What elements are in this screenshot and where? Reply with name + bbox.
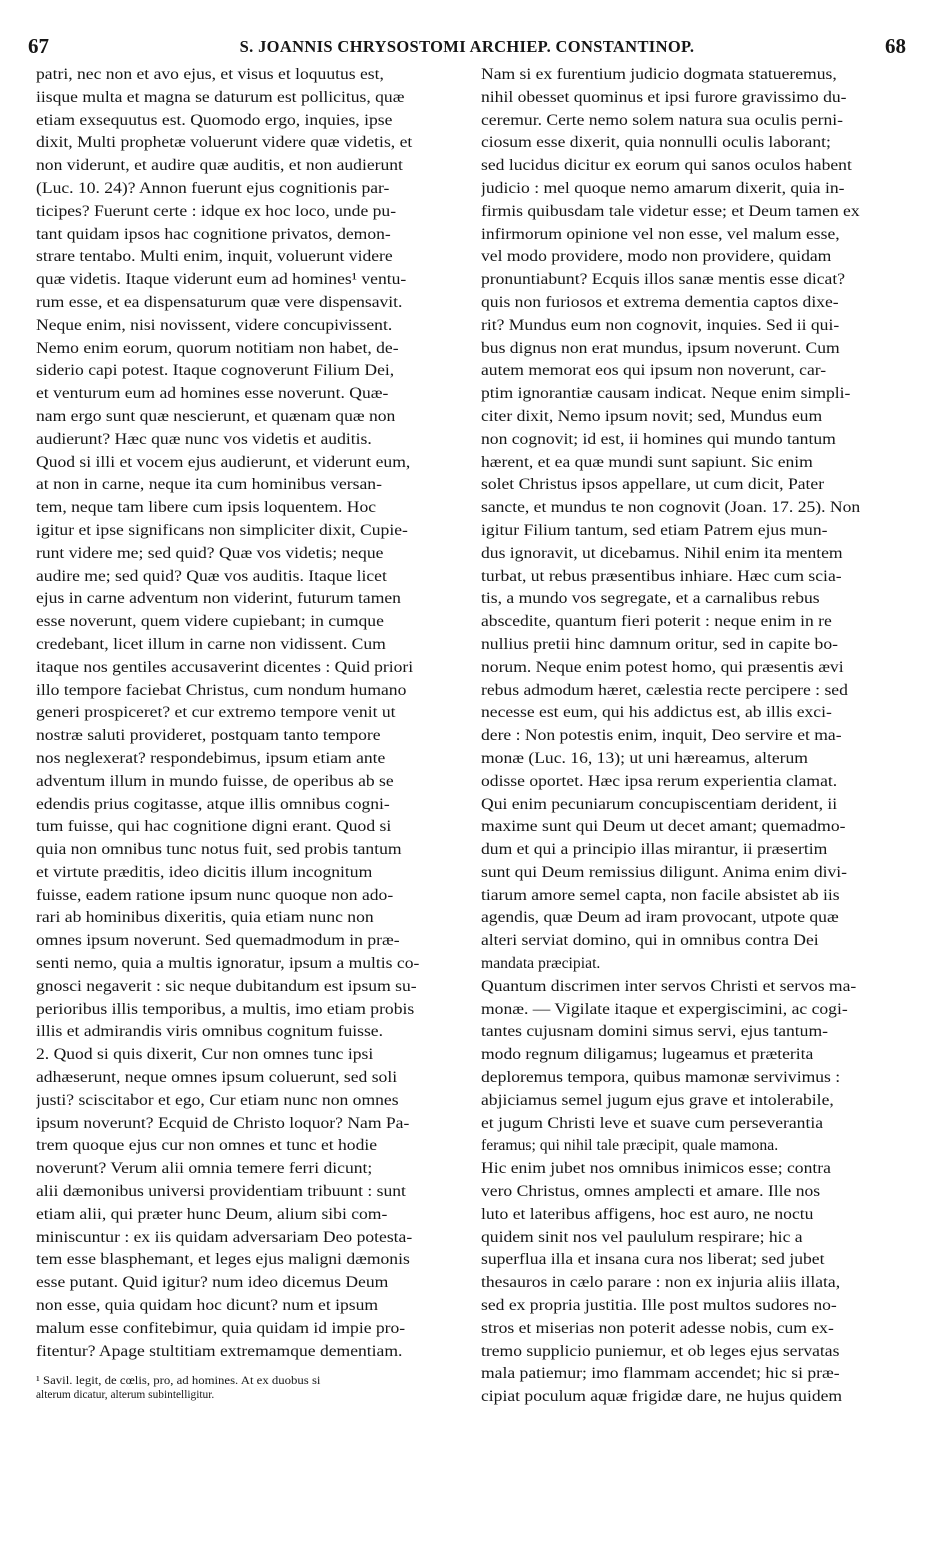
text-line bbox=[481, 999, 909, 1022]
text-line bbox=[36, 999, 464, 1022]
text-line bbox=[481, 1090, 909, 1113]
text-line-text: tant quidam ipsos hac cognitione privatos, demon- bbox=[36, 225, 391, 243]
text-line bbox=[481, 1044, 909, 1067]
text-line-text: dum et qui a principio illas mirantur, ii præsertim bbox=[481, 841, 828, 859]
text-line bbox=[481, 1135, 909, 1158]
text-line-text: iisque multa et magna se daturum est pollicitus, quæ bbox=[36, 88, 405, 106]
text-line-text: norum. Neque enim potest homo, qui præsentis ævi bbox=[481, 658, 844, 676]
text-line-text: etiam alii, qui præter hunc Deum, alium sibi com- bbox=[36, 1205, 388, 1223]
text-line bbox=[481, 1249, 909, 1272]
text-line bbox=[36, 224, 464, 247]
text-line-text: ciosum esse dixerit, quia nonnulli oculis laborant; bbox=[481, 134, 831, 152]
text-line bbox=[36, 155, 464, 178]
text-line bbox=[481, 657, 909, 680]
text-line-text: citer dixit, Nemo ipsum novit; sed, Mundus eum bbox=[481, 407, 823, 425]
running-head: S. JOANNIS CHRYSOSTOMI ARCHIEP. CONSTANTINOP. bbox=[239, 37, 695, 56]
text-line bbox=[481, 680, 909, 703]
text-line-text: et virtute præditis, ideo dicitis illum incognitum bbox=[36, 863, 373, 881]
text-line-text: ticipes? Fuerunt certe : idque ex hoc loco, unde pu- bbox=[36, 202, 397, 220]
text-line bbox=[481, 930, 909, 953]
text-line-text: non cognovit; id est, ii homines qui mundo tantum bbox=[481, 430, 836, 448]
text-line bbox=[36, 474, 464, 497]
text-line-text: justi? sciscitabor et ego, Cur etiam nunc non omnes bbox=[36, 1091, 399, 1109]
text-line-text: necesse est eum, qui his addictus est, ab illis exci- bbox=[481, 704, 832, 722]
text-line bbox=[481, 383, 909, 406]
text-line bbox=[481, 611, 909, 634]
text-line bbox=[36, 1295, 464, 1318]
text-line-text: rit? Mundus eum non cognovit, inquies. Sed ii qui- bbox=[481, 316, 840, 334]
text-line bbox=[36, 87, 464, 110]
text-line-text: judicio : mel quoque nemo amarum dixerit, quia in- bbox=[481, 179, 845, 197]
text-line bbox=[481, 155, 909, 178]
text-line bbox=[481, 1067, 909, 1090]
text-line bbox=[481, 566, 909, 589]
text-line-text: igitur Filium tantum, sed etiam Patrem ejus mun- bbox=[481, 521, 828, 539]
text-line bbox=[481, 953, 909, 976]
text-line-text: turbat, ut rebus præsentibus inhiare. Hæc cum scia- bbox=[481, 567, 842, 585]
text-line bbox=[36, 1318, 464, 1341]
text-line-text: nostræ saluti provideret, postquam tanto tempore bbox=[36, 727, 381, 745]
text-line-text: fitentur? Apage stultitiam extremamque dementiam. bbox=[36, 1342, 403, 1360]
text-line-text: cipiat poculum aquæ frigidæ dare, ne hujus quidem bbox=[481, 1388, 843, 1406]
text-line-text: thesauros in cælo parare : non ex injuria aliis illata, bbox=[481, 1274, 841, 1292]
text-line-text: infirmorum opinione vel non esse, vel malum esse, bbox=[481, 225, 840, 243]
text-line bbox=[481, 794, 909, 817]
left-column bbox=[36, 64, 464, 1544]
text-line-text: mala patiemur; imo flammam accendet; hic si præ- bbox=[481, 1365, 840, 1383]
text-line-text: sunt qui Deum remissius diligunt. Anima enim divi- bbox=[481, 863, 848, 881]
text-line-text: fuisse, eadem ratione ipsum nunc quoque non ado- bbox=[36, 886, 394, 904]
text-line-text: at non in carne, neque ita cum hominibus versan- bbox=[36, 476, 382, 494]
text-line-text: adhæserunt, neque omnes ipsum coluerunt, sed soli bbox=[36, 1069, 398, 1087]
text-line bbox=[36, 269, 464, 292]
text-line bbox=[36, 588, 464, 611]
text-line-text: alii dæmonibus universi providentiam tribuunt : sunt bbox=[36, 1183, 406, 1201]
text-line-text: audierunt? Hæc quæ nunc vos videtis et auditis. bbox=[36, 430, 372, 448]
text-line-text: nos neglexerat? respondebimus, ipsum etiam ante bbox=[36, 749, 386, 767]
text-line-text: superflua illa et insana cura nos liberat; sed jubet bbox=[481, 1251, 825, 1269]
text-line-text: illo tempore faciebat Christus, cum nondum humano bbox=[36, 681, 407, 699]
text-line-text: perioribus illis temporibus, a multis, imo etiam probis bbox=[36, 1000, 415, 1018]
text-line-text: 2. Quod si quis dixerit, Cur non omnes tunc ipsi bbox=[36, 1046, 374, 1064]
text-line-text: feramus; qui nihil tale præcipit, quale mamona. bbox=[481, 1137, 779, 1155]
text-line bbox=[481, 87, 909, 110]
text-line-text: audire me; sed quid? Quæ vos auditis. Itaque licet bbox=[36, 567, 387, 585]
text-line-text: modo regnum diligamus; lugeamus et præterita bbox=[481, 1046, 814, 1064]
page-number-right: 68 bbox=[885, 34, 906, 58]
text-line-text: pronuntiabunt? Ecquis illos sanæ mentis esse dicat? bbox=[481, 271, 846, 289]
text-line-text: agendis, quæ Deum ad iram provocant, utpote quæ bbox=[481, 909, 839, 927]
text-line bbox=[481, 64, 909, 87]
text-line-text: nullius pretii hinc damnum oritur, sed in capite bo- bbox=[481, 635, 838, 653]
text-line-text: nam ergo sunt quæ nescierunt, et quænam quæ non bbox=[36, 407, 396, 425]
text-line-text: mandata præcipiat. bbox=[481, 955, 601, 973]
text-line-text: sed lucidus dicitur ex eorum qui sanos oculos habent bbox=[481, 157, 852, 175]
text-line-text: esse putant. Quid igitur? num ideo dicemus Deum bbox=[36, 1274, 389, 1292]
text-line bbox=[481, 1021, 909, 1044]
text-line bbox=[481, 1272, 909, 1295]
text-line bbox=[481, 520, 909, 543]
footnote-line-text: ¹ Savil. legit, de cœlis, pro, ad homines. At ex duobus si bbox=[36, 1375, 321, 1388]
text-line bbox=[481, 1113, 909, 1136]
text-line bbox=[36, 543, 464, 566]
text-line bbox=[481, 132, 909, 155]
text-line-text: noverunt? Verum alii omnia temere ferri dicunt; bbox=[36, 1160, 373, 1178]
right-column bbox=[481, 64, 909, 1544]
text-line-text: esse noverunt, quem videre cupiebant; in cumque bbox=[36, 613, 384, 631]
text-line bbox=[36, 976, 464, 999]
text-line bbox=[36, 1249, 464, 1272]
text-line bbox=[36, 702, 464, 725]
text-line-text: autem memorat eos qui ipsum non noverunt, car- bbox=[481, 362, 827, 380]
text-line-text: ptim ignorantiæ causam indicat. Neque enim simpli- bbox=[481, 385, 851, 403]
text-line-text: strare tentabo. Multi enim, inquit, voluerunt videre bbox=[36, 248, 393, 266]
text-line bbox=[36, 1021, 464, 1044]
text-line-text: adventum illum in mundo fuisse, de operibus ab se bbox=[36, 772, 394, 790]
text-line bbox=[481, 1318, 909, 1341]
text-line-text: Hic enim jubet nos omnibus inimicos esse; contra bbox=[481, 1160, 831, 1178]
text-line bbox=[36, 839, 464, 862]
text-line-text: patri, nec non et avo ejus, et visus et loquutus est, bbox=[36, 66, 384, 83]
text-line-text: quis non furiosos et extrema dementia captos dixe- bbox=[481, 293, 839, 311]
text-line bbox=[36, 110, 464, 133]
text-line bbox=[36, 315, 464, 338]
text-line-text: solet Christus ipsos appellare, ut cum dicit, Pater bbox=[481, 476, 825, 494]
text-line-text: monæ. — Vigilate itaque et expergiscimini, ac cogi- bbox=[481, 1000, 848, 1018]
text-line bbox=[481, 474, 909, 497]
text-line bbox=[36, 178, 464, 201]
text-line bbox=[481, 588, 909, 611]
text-line bbox=[36, 566, 464, 589]
text-line-text: luto et lateribus affigens, hoc est auro, ne noctu bbox=[481, 1205, 814, 1223]
text-line bbox=[36, 748, 464, 771]
text-line bbox=[36, 406, 464, 429]
text-line bbox=[481, 1204, 909, 1227]
text-line bbox=[481, 634, 909, 657]
text-line bbox=[481, 497, 909, 520]
text-line-text: vel modo providere, modo non providere, quidam bbox=[481, 248, 832, 266]
text-line bbox=[36, 611, 464, 634]
text-line-text: generi prospiceret? et cur extremo tempore venit ut bbox=[36, 704, 396, 722]
text-line bbox=[36, 132, 464, 155]
text-line bbox=[481, 178, 909, 201]
text-line-text: sancte, et mundus te non cognovit (Joan. 17. 25). Non bbox=[481, 499, 861, 517]
text-line-text: tantes cujusnam domini simus servi, ejus tantum- bbox=[481, 1023, 828, 1041]
page-number-left: 67 bbox=[28, 34, 49, 58]
text-line bbox=[36, 816, 464, 839]
text-line-text: abjiciamus semel jugum ejus grave et intolerabile, bbox=[481, 1091, 834, 1109]
text-line bbox=[36, 1044, 464, 1067]
text-line bbox=[481, 315, 909, 338]
text-line-text: tem esse blasphemant, et leges ejus maligni dæmonis bbox=[36, 1251, 410, 1269]
text-line bbox=[481, 201, 909, 224]
footnote-line bbox=[36, 1389, 464, 1402]
text-line bbox=[36, 64, 464, 87]
text-line-text: Qui enim pecuniarum concupiscentiam derident, ii bbox=[481, 795, 838, 813]
text-line bbox=[36, 657, 464, 680]
text-line bbox=[481, 748, 909, 771]
text-line bbox=[481, 1158, 909, 1181]
text-line bbox=[481, 1227, 909, 1250]
text-line-text: igitur et ipse significans non simpliciter dixit, Cupie- bbox=[36, 521, 408, 539]
text-line bbox=[36, 292, 464, 315]
text-line bbox=[36, 907, 464, 930]
text-line-text: abscedite, quantum fieri poterit : neque enim in re bbox=[481, 613, 832, 631]
text-line bbox=[481, 429, 909, 452]
text-line bbox=[481, 862, 909, 885]
text-line-text: hærent, et ea quæ mundi sunt sapiunt. Sic enim bbox=[481, 453, 813, 471]
text-line-text: edendis prius cogitasse, atque illis omnibus cogni- bbox=[36, 795, 390, 813]
text-line bbox=[36, 1272, 464, 1295]
text-line-text: bus dignus non erat mundus, ipsum noverunt. Cum bbox=[481, 339, 840, 357]
text-line-text: etiam exsequutus est. Quomodo ergo, inquies, ipse bbox=[36, 111, 393, 129]
text-line bbox=[36, 862, 464, 885]
text-line-text: stros et miserias non poterit adesse nobis, cum ex- bbox=[481, 1319, 834, 1337]
text-line bbox=[36, 634, 464, 657]
text-line-text: non esse, quia quidam hoc dicunt? num et ipsum bbox=[36, 1297, 379, 1315]
text-line bbox=[36, 246, 464, 269]
text-line-text: Nemo enim eorum, quorum notitiam non habet, de- bbox=[36, 339, 399, 357]
text-line-text: dus ignoravit, ut dicebamus. Nihil enim ita mentem bbox=[481, 544, 843, 562]
text-line bbox=[481, 1363, 909, 1386]
text-line-text: maxime sunt qui Deum ut decet amant; quemadmo- bbox=[481, 818, 846, 836]
text-line-text: quæ videtis. Itaque viderunt eum ad homines¹ ventu- bbox=[36, 271, 407, 289]
text-line-text: ejus in carne adventum non viderint, futurum tamen bbox=[36, 590, 401, 608]
text-line-text: tiarum amore semel capta, non facile absistet ab iis bbox=[481, 886, 840, 904]
text-line bbox=[36, 1113, 464, 1136]
text-line-text: malum esse confitebimur, quia quidam id impie pro- bbox=[36, 1319, 406, 1337]
text-line bbox=[481, 452, 909, 475]
text-line bbox=[481, 406, 909, 429]
text-line bbox=[481, 1181, 909, 1204]
text-line-text: deploremus tempora, quibus mamonæ servivimus : bbox=[481, 1069, 841, 1087]
text-line bbox=[36, 201, 464, 224]
text-line bbox=[481, 1295, 909, 1318]
text-line bbox=[36, 725, 464, 748]
text-line-text: omnes ipsum noverunt. Sed quemadmodum in præ- bbox=[36, 932, 400, 950]
text-line-text: senti nemo, quia a multis ignoratur, ipsum a multis co- bbox=[36, 955, 420, 973]
text-line-text: dixit, Multi prophetæ voluerunt videre quæ videtis, et bbox=[36, 134, 413, 152]
text-line bbox=[36, 1341, 464, 1364]
text-line bbox=[481, 702, 909, 725]
text-line bbox=[481, 292, 909, 315]
text-line-text: et venturum eum ad homines esse noverunt. Quæ- bbox=[36, 385, 389, 403]
footnote-line-text: alterum dicatur, alterum subintelligitur. bbox=[36, 1388, 215, 1401]
text-line bbox=[36, 452, 464, 475]
text-line-text: itaque nos gentiles accusaverint dicentes : Quid priori bbox=[36, 658, 414, 676]
text-line-text: gnosci negaverit : sic neque dubitandum est ipsum su- bbox=[36, 977, 417, 995]
text-line bbox=[481, 907, 909, 930]
text-line bbox=[481, 976, 909, 999]
text-line bbox=[481, 816, 909, 839]
text-line bbox=[36, 885, 464, 908]
text-line-text: odisse oportet. Hæc ipsa rerum experientia clamat. bbox=[481, 772, 838, 790]
text-line bbox=[36, 1067, 464, 1090]
text-line bbox=[36, 1135, 464, 1158]
text-line-text: runt videre me; sed quid? Quæ vos videtis; neque bbox=[36, 544, 384, 562]
text-line bbox=[36, 680, 464, 703]
text-line bbox=[36, 383, 464, 406]
text-line-text: firmis quibusdam tale videtur esse; et Deum tamen ex bbox=[481, 202, 860, 220]
text-line-text: siderio capi potest. Itaque cognoverunt Filium Dei, bbox=[36, 362, 395, 380]
text-line bbox=[481, 224, 909, 247]
text-line-text: Quod si illi et vocem ejus audierunt, et viderunt eum, bbox=[36, 453, 411, 471]
text-line bbox=[36, 360, 464, 383]
text-line bbox=[481, 1386, 909, 1409]
text-line-text: monæ (Luc. 16, 13); ut uni hæreamus, alterum bbox=[481, 749, 808, 767]
text-line-text: credebant, licet illum in carne non vidissent. Cum bbox=[36, 635, 386, 653]
text-line-text: tremo supplicio puniemur, et ob leges ejus servatas bbox=[481, 1342, 840, 1360]
text-line-text: ceremur. Certe nemo solem natura sua oculis perni- bbox=[481, 111, 844, 129]
text-line-text: sed ex propria justitia. Ille post multos sudores no- bbox=[481, 1297, 837, 1315]
footnote-line bbox=[36, 1375, 464, 1388]
text-line bbox=[481, 110, 909, 133]
text-line-text: dere : Non potestis enim, inquit, Deo servire et ma- bbox=[481, 727, 842, 745]
text-line bbox=[36, 1227, 464, 1250]
text-line bbox=[36, 1181, 464, 1204]
page-header bbox=[28, 34, 906, 64]
text-line bbox=[481, 360, 909, 383]
text-line bbox=[36, 794, 464, 817]
text-line-text: rum esse, et ea dispensaturum quæ vere dispensavit. bbox=[36, 293, 403, 311]
text-line-text: quidem sinit nos vel paululum respirare; hic a bbox=[481, 1228, 803, 1246]
text-line-text: Nam si ex furentium judicio dogmata statueremus, bbox=[481, 66, 837, 83]
text-line-text: tem, neque tam libere cum ipsis loquentem. Hoc bbox=[36, 499, 377, 517]
text-line bbox=[481, 771, 909, 794]
text-line-text: et jugum Christi leve et suave cum perseverantia bbox=[481, 1114, 824, 1132]
text-line-text: nihil obesset quominus et ipsi furore gravissimo du- bbox=[481, 88, 847, 106]
text-line-text: illis et admirandis viris omnibus cognitum fuisse. bbox=[36, 1023, 383, 1041]
text-line bbox=[36, 1090, 464, 1113]
text-line-text: miniscuntur : ex iis quidam adversariam Deo potesta- bbox=[36, 1228, 413, 1246]
text-line bbox=[36, 953, 464, 976]
text-line-text: vero Christus, omnes amplecti et amare. Ille nos bbox=[481, 1183, 821, 1201]
text-line-text: Neque enim, nisi novissent, videre concupivissent. bbox=[36, 316, 393, 334]
text-line bbox=[36, 771, 464, 794]
text-line-text: non viderunt, et audire quæ auditis, et non audierunt bbox=[36, 157, 403, 175]
text-line bbox=[481, 269, 909, 292]
text-line bbox=[36, 429, 464, 452]
text-line bbox=[36, 497, 464, 520]
text-line bbox=[481, 338, 909, 361]
text-line-text: (Luc. 10. 24)? Annon fuerunt ejus cognitionis par- bbox=[36, 179, 390, 197]
text-line bbox=[481, 885, 909, 908]
text-line-text: trem quoque ejus cur non omnes et tunc et hodie bbox=[36, 1137, 378, 1155]
text-line bbox=[36, 930, 464, 953]
text-line bbox=[36, 338, 464, 361]
text-line-text: alteri serviat domino, qui in omnibus contra Dei bbox=[481, 932, 819, 950]
text-line-text: tis, a mundo vos segregate, et a carnalibus rebus bbox=[481, 590, 820, 608]
text-line-text: ipsum noverunt? Ecquid de Christo loquor? Nam Pa- bbox=[36, 1114, 410, 1132]
text-line bbox=[481, 246, 909, 269]
text-line bbox=[36, 1158, 464, 1181]
text-line bbox=[36, 1204, 464, 1227]
text-line-text: Quantum discrimen inter servos Christi et servos ma- bbox=[481, 977, 857, 995]
text-line bbox=[481, 1341, 909, 1364]
text-line bbox=[481, 725, 909, 748]
text-line-text: tum fuisse, qui hac cognitione digni erant. Quod si bbox=[36, 818, 392, 836]
text-line-text: rebus admodum hæret, cælestia recte percipere : sed bbox=[481, 681, 848, 699]
text-line bbox=[481, 543, 909, 566]
text-line bbox=[36, 520, 464, 543]
text-line-text: quia non omnibus tunc notus fuit, sed probis tantum bbox=[36, 841, 402, 859]
text-line bbox=[481, 839, 909, 862]
text-line-text: rari ab hominibus dixeritis, quia etiam nunc non bbox=[36, 909, 374, 927]
